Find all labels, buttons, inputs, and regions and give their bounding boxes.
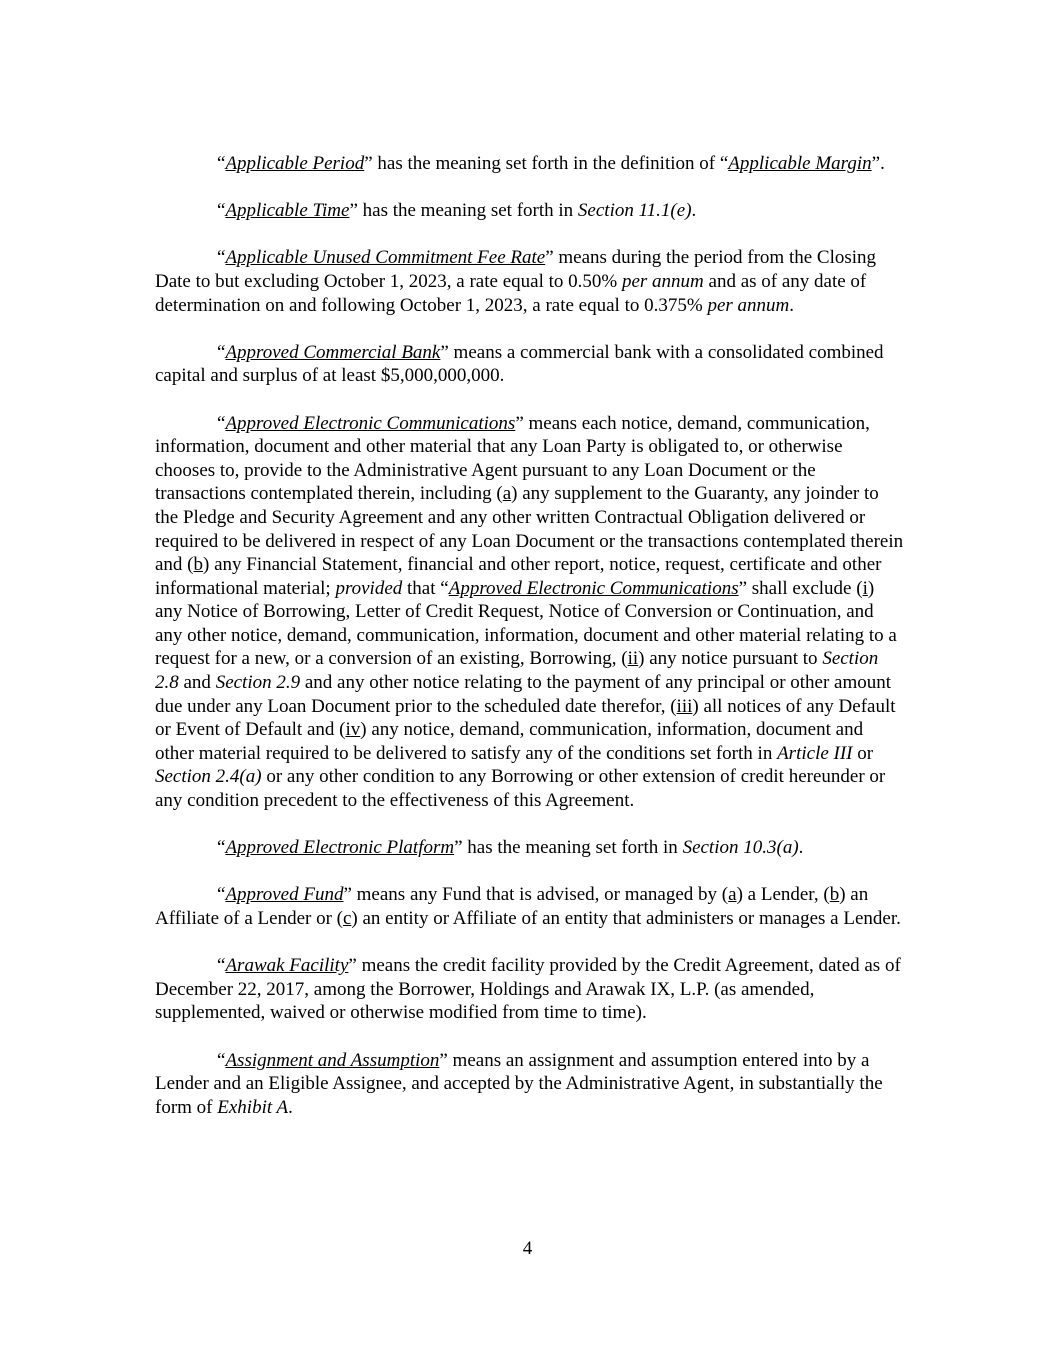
paragraph [155,341,905,388]
text-segment: Section 10.3(a) [682,837,799,859]
paragraph [155,883,905,930]
text-segment: iv [345,719,361,741]
text-segment: ) any supplement to the Guaranty, any joinder to the Pledge and Security Agreement and any other written Contractual Obligation delivered or required to be delivered in respect of any Loan Document or the transactions contemplated therein and ( [155,483,904,576]
defined-term: Applicable Unused Commitment Fee Rate [225,247,546,269]
text-segment: ) any Financial Statement, financial and other report, notice, request, certificate and other informational material; [155,554,882,599]
text-segment: “ [217,884,226,906]
text-segment: ) an Affiliate of a Lender or ( [155,884,869,929]
defined-term: Applicable Period [225,153,365,174]
text-segment: ” means any Fund that is advised, or managed by ( [343,884,729,906]
text-segment: ) any notice pursuant to [638,648,823,670]
text-segment: ) a Lender, ( [736,884,830,906]
text-segment: ) any notice, demand, communication, information, document and other material required to be delivered to satisfy any of the conditions set forth in [155,719,864,764]
text-segment: or [852,742,874,764]
text-segment: Section 2.8 [155,648,879,694]
text-segment: Exhibit A [217,1096,289,1118]
text-segment: Section 2.4(a) [155,766,262,788]
text-segment: “ [217,1049,226,1071]
text-segment: “ [217,412,226,434]
defined-term: Assignment and Assumption [225,1049,440,1071]
paragraph [155,152,905,176]
defined-term: Arawak Facility [225,955,349,977]
text-segment: ” means a commercial bank with a consolidated combined capital and surplus of at least $5,000,000,000. [155,341,884,387]
text-segment: and as of any date of determination on and following October 1, 2023, a rate equal to 0.375% [155,270,867,316]
document-body [155,152,905,1119]
text-segment: “ [217,341,226,363]
paragraph [155,1049,905,1120]
defined-term: Approved Electronic Platform [225,837,455,859]
defined-term: Approved Electronic Communications [225,412,516,434]
text-segment: a [728,884,737,906]
text-segment: ” has the meaning set forth in the definition of “ [364,153,729,174]
text-segment: a [502,483,512,505]
text-segment: Section 2.9 [215,672,301,694]
text-segment: ) all notices of any Default or Event of Default and ( [155,695,896,741]
text-segment: ii [627,648,639,670]
paragraph [155,836,905,860]
text-segment: . [798,837,804,859]
defined-term: Approved Commercial Bank [225,341,441,363]
defined-term: Applicable Margin [728,153,872,174]
text-segment: “ [217,837,226,859]
paragraph [155,199,905,223]
page-number: 4 [522,1238,533,1259]
text-segment: . [691,200,697,222]
text-segment: ”. [871,153,885,174]
text-segment: ) any Notice of Borrowing, Letter of Credit Request, Notice of Conversion or Continuation, and any other notice, demand, communication, information, document and other material relating to a request for a new, or a conversion of an existing, Borrowing, ( [155,577,897,670]
text-segment: “ [217,153,226,174]
text-segment: . [288,1096,293,1118]
paragraph [155,412,905,813]
text-segment: and [178,672,216,694]
defined-term: Applicable Time [225,200,350,222]
text-segment: per annum [707,294,790,316]
defined-term: Approved Electronic Communications [448,577,739,599]
text-segment: or any other condition to any Borrowing or other extension of credit hereunder or any condition precedent to the effectiveness of this Agreement. [155,766,886,812]
text-segment: i [862,577,868,599]
text-segment: “ [217,247,226,269]
text-segment: Article III [777,742,853,764]
text-segment: ” has the meaning set forth in [454,837,683,859]
text-segment: b [829,884,840,906]
text-segment: ” means the credit facility provided by the Credit Agreement, dated as of December 22, 2017, among the Borrower, Holdings and Arawak IX, L.P. (as amended, supplemented, waived or otherwise modified from time to time). [155,955,901,1024]
text-segment: Section 11.1(e) [577,200,692,222]
text-segment: ” means during the period from the Closing Date to but excluding October 1, 2023, a rate equal to 0.50% [155,247,877,292]
text-segment: ” means an assignment and assumption entered into by a Lender and an Eligible Assignee, and accepted by the Administrative Agent, in substantially the form of [155,1049,883,1118]
text-segment: ) an entity or Affiliate of an entity that administers or manages a Lender. [351,908,901,929]
text-segment: that “ [402,577,449,599]
text-segment: “ [217,200,226,222]
text-segment: iii [676,695,693,717]
text-segment: . [789,294,795,316]
text-segment: provided [335,577,403,599]
text-segment: and any other notice relating to the payment of any principal or other amount due under any Loan Document prior to the scheduled date therefor, ( [155,672,892,717]
text-segment: b [193,554,204,576]
text-segment: “ [217,955,226,977]
text-segment: c [342,908,352,929]
defined-term: Approved Fund [225,884,344,906]
text-segment: ” means each notice, demand, communication, information, document and other material that any Loan Party is obligated to, or otherwise chooses to, provide to the Administrative Agent pursuant to any Loan Document or the transactions contemplated therein, including ( [155,412,870,505]
text-segment: ” shall exclude ( [738,577,863,599]
paragraph [155,954,905,1025]
text-segment: per annum [621,270,704,292]
text-segment: ” has the meaning set forth in [349,200,578,222]
paragraph [155,246,905,317]
